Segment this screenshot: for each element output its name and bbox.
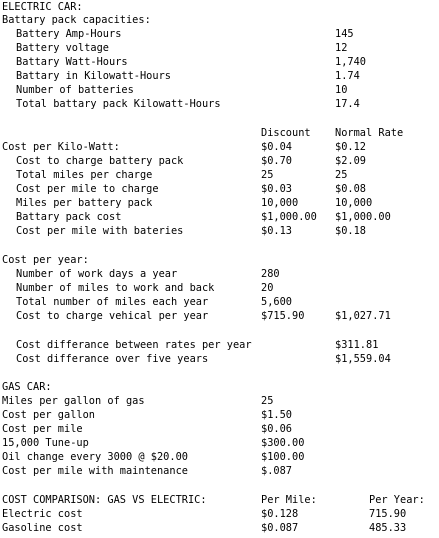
gas-row bbox=[2, 395, 274, 408]
year-row-discount: $715.90 bbox=[261, 310, 305, 322]
battery-row-label: Battery Amp-Hours bbox=[16, 28, 122, 40]
battery-row-label: Battary Watt-Hours bbox=[16, 56, 128, 68]
cost-per-year-title: Cost per year: bbox=[2, 254, 89, 266]
comparison-row bbox=[2, 522, 407, 535]
gas-car-header: GAS CAR: bbox=[2, 381, 52, 393]
year-row-discount: 20 bbox=[261, 282, 274, 294]
year-row-discount: 5,600 bbox=[261, 296, 292, 308]
battery-row bbox=[2, 42, 348, 55]
cost-row-label: Total miles per charge bbox=[16, 169, 153, 181]
gas-row bbox=[2, 451, 305, 464]
rate-difference-label: Cost differance over five years bbox=[16, 353, 209, 365]
cost-row-normal: $0.18 bbox=[335, 225, 366, 237]
cost-row-discount: $0.03 bbox=[261, 183, 292, 195]
cost-per-kilowatt-normal: $0.12 bbox=[335, 141, 366, 153]
gas-row-value: $0.06 bbox=[261, 423, 292, 435]
cost-row bbox=[2, 197, 373, 210]
year-row-label: Number of work days a year bbox=[16, 268, 178, 280]
gas-row-value: $100.00 bbox=[261, 451, 305, 463]
gas-row-label: Cost per mile with maintenance bbox=[2, 465, 188, 477]
cost-row-discount: 10,000 bbox=[261, 197, 299, 209]
cost-row-normal: $2.09 bbox=[335, 155, 366, 167]
cost-row-label: Cost to charge battery pack bbox=[16, 155, 184, 167]
comparison-row-label: Gasoline cost bbox=[2, 522, 83, 534]
year-row-discount: 280 bbox=[261, 268, 280, 280]
comparison-row-per-mile: $0.087 bbox=[261, 522, 299, 534]
per-year-column-header: Per Year: bbox=[369, 494, 425, 506]
battery-row-value: 1.74 bbox=[335, 70, 360, 82]
year-row bbox=[2, 296, 292, 309]
comparison-header-row bbox=[2, 494, 425, 507]
discount-column-header: Discount bbox=[261, 127, 311, 139]
battery-row-value: 12 bbox=[335, 42, 348, 54]
cost-row bbox=[2, 169, 348, 182]
comparison-row bbox=[2, 508, 407, 521]
cost-row-normal: 10,000 bbox=[335, 197, 373, 209]
cost-spreadsheet bbox=[2, 1, 437, 537]
comparison-header: COST COMPARISON: GAS VS ELECTRIC: bbox=[2, 494, 207, 506]
cost-row-discount: 25 bbox=[261, 169, 274, 181]
cost-row bbox=[2, 225, 366, 238]
battery-row bbox=[2, 70, 360, 83]
per-mile-column-header: Per Mile: bbox=[261, 494, 317, 506]
cost-row bbox=[2, 155, 366, 168]
year-row bbox=[2, 268, 280, 281]
battery-row bbox=[2, 84, 348, 97]
cost-per-kilowatt-row bbox=[2, 141, 366, 154]
rate-header-row bbox=[2, 127, 404, 140]
battery-capacities-title: Battary pack capacities: bbox=[2, 14, 151, 26]
gas-row-value: 25 bbox=[261, 395, 274, 407]
cost-per-kilowatt-discount: $0.04 bbox=[261, 141, 292, 153]
battery-row-label: Battary in Kilowatt-Hours bbox=[16, 70, 171, 82]
gas-row-value: $1.50 bbox=[261, 409, 292, 421]
comparison-row-per-mile: $0.128 bbox=[261, 508, 299, 520]
cost-row-discount: $0.70 bbox=[261, 155, 292, 167]
comparison-row-per-year: 715.90 bbox=[369, 508, 407, 520]
rate-difference-label: Cost differance between rates per year bbox=[16, 339, 252, 351]
battery-row-value: 17.4 bbox=[335, 98, 360, 110]
comparison-row-label: Electric cost bbox=[2, 508, 83, 520]
gas-row-label: 15,000 Tune-up bbox=[2, 437, 89, 449]
battery-row-value: 145 bbox=[335, 28, 354, 40]
battery-row bbox=[2, 98, 360, 111]
battery-row bbox=[2, 28, 354, 41]
battery-row bbox=[2, 56, 366, 69]
cost-row-label: Cost per mile to charge bbox=[16, 183, 159, 195]
cost-row bbox=[2, 183, 366, 196]
year-row bbox=[2, 310, 391, 323]
year-row bbox=[2, 282, 274, 295]
gas-row bbox=[2, 423, 292, 436]
gas-row-value: $.087 bbox=[261, 465, 292, 477]
rate-difference-value: $311.81 bbox=[335, 339, 379, 351]
cost-per-kilowatt-label: Cost per Kilo-Watt: bbox=[2, 141, 120, 153]
year-row-normal: $1,027.71 bbox=[335, 310, 391, 322]
rate-difference-row bbox=[2, 339, 379, 352]
rate-difference-row bbox=[2, 353, 391, 366]
year-row-label: Number of miles to work and back bbox=[16, 282, 215, 294]
battery-row-label: Battery voltage bbox=[16, 42, 109, 54]
cost-row-discount: $0.13 bbox=[261, 225, 292, 237]
year-row-label: Cost to charge vehical per year bbox=[16, 310, 209, 322]
cost-row bbox=[2, 211, 391, 224]
rate-difference-value: $1,559.04 bbox=[335, 353, 391, 365]
cost-row-label: Battary pack cost bbox=[16, 211, 122, 223]
cost-row-label: Miles per battery pack bbox=[16, 197, 153, 209]
gas-row-label: Cost per gallon bbox=[2, 409, 95, 421]
gas-row bbox=[2, 465, 292, 478]
electric-car-header: ELECTRIC CAR: bbox=[2, 1, 83, 13]
battery-row-value: 10 bbox=[335, 84, 348, 96]
battery-row-value: 1,740 bbox=[335, 56, 366, 68]
gas-row-value: $300.00 bbox=[261, 437, 305, 449]
year-row-label: Total number of miles each year bbox=[16, 296, 209, 308]
comparison-row-per-year: 485.33 bbox=[369, 522, 407, 534]
cost-row-normal: 25 bbox=[335, 169, 348, 181]
battery-row-label: Number of batteries bbox=[16, 84, 134, 96]
gas-row-label: Cost per mile bbox=[2, 423, 83, 435]
cost-row-normal: $0.08 bbox=[335, 183, 366, 195]
cost-row-label: Cost per mile with bateries bbox=[16, 225, 184, 237]
cost-row-discount: $1,000.00 bbox=[261, 211, 317, 223]
battery-row-label: Total battary pack Kilowatt-Hours bbox=[16, 98, 221, 110]
gas-row bbox=[2, 409, 292, 422]
gas-row bbox=[2, 437, 305, 450]
gas-row-label: Oil change every 3000 @ $20.00 bbox=[2, 451, 188, 463]
gas-row-label: Miles per gallon of gas bbox=[2, 395, 145, 407]
normal-rate-column-header: Normal Rate bbox=[335, 127, 404, 139]
cost-row-normal: $1,000.00 bbox=[335, 211, 391, 223]
